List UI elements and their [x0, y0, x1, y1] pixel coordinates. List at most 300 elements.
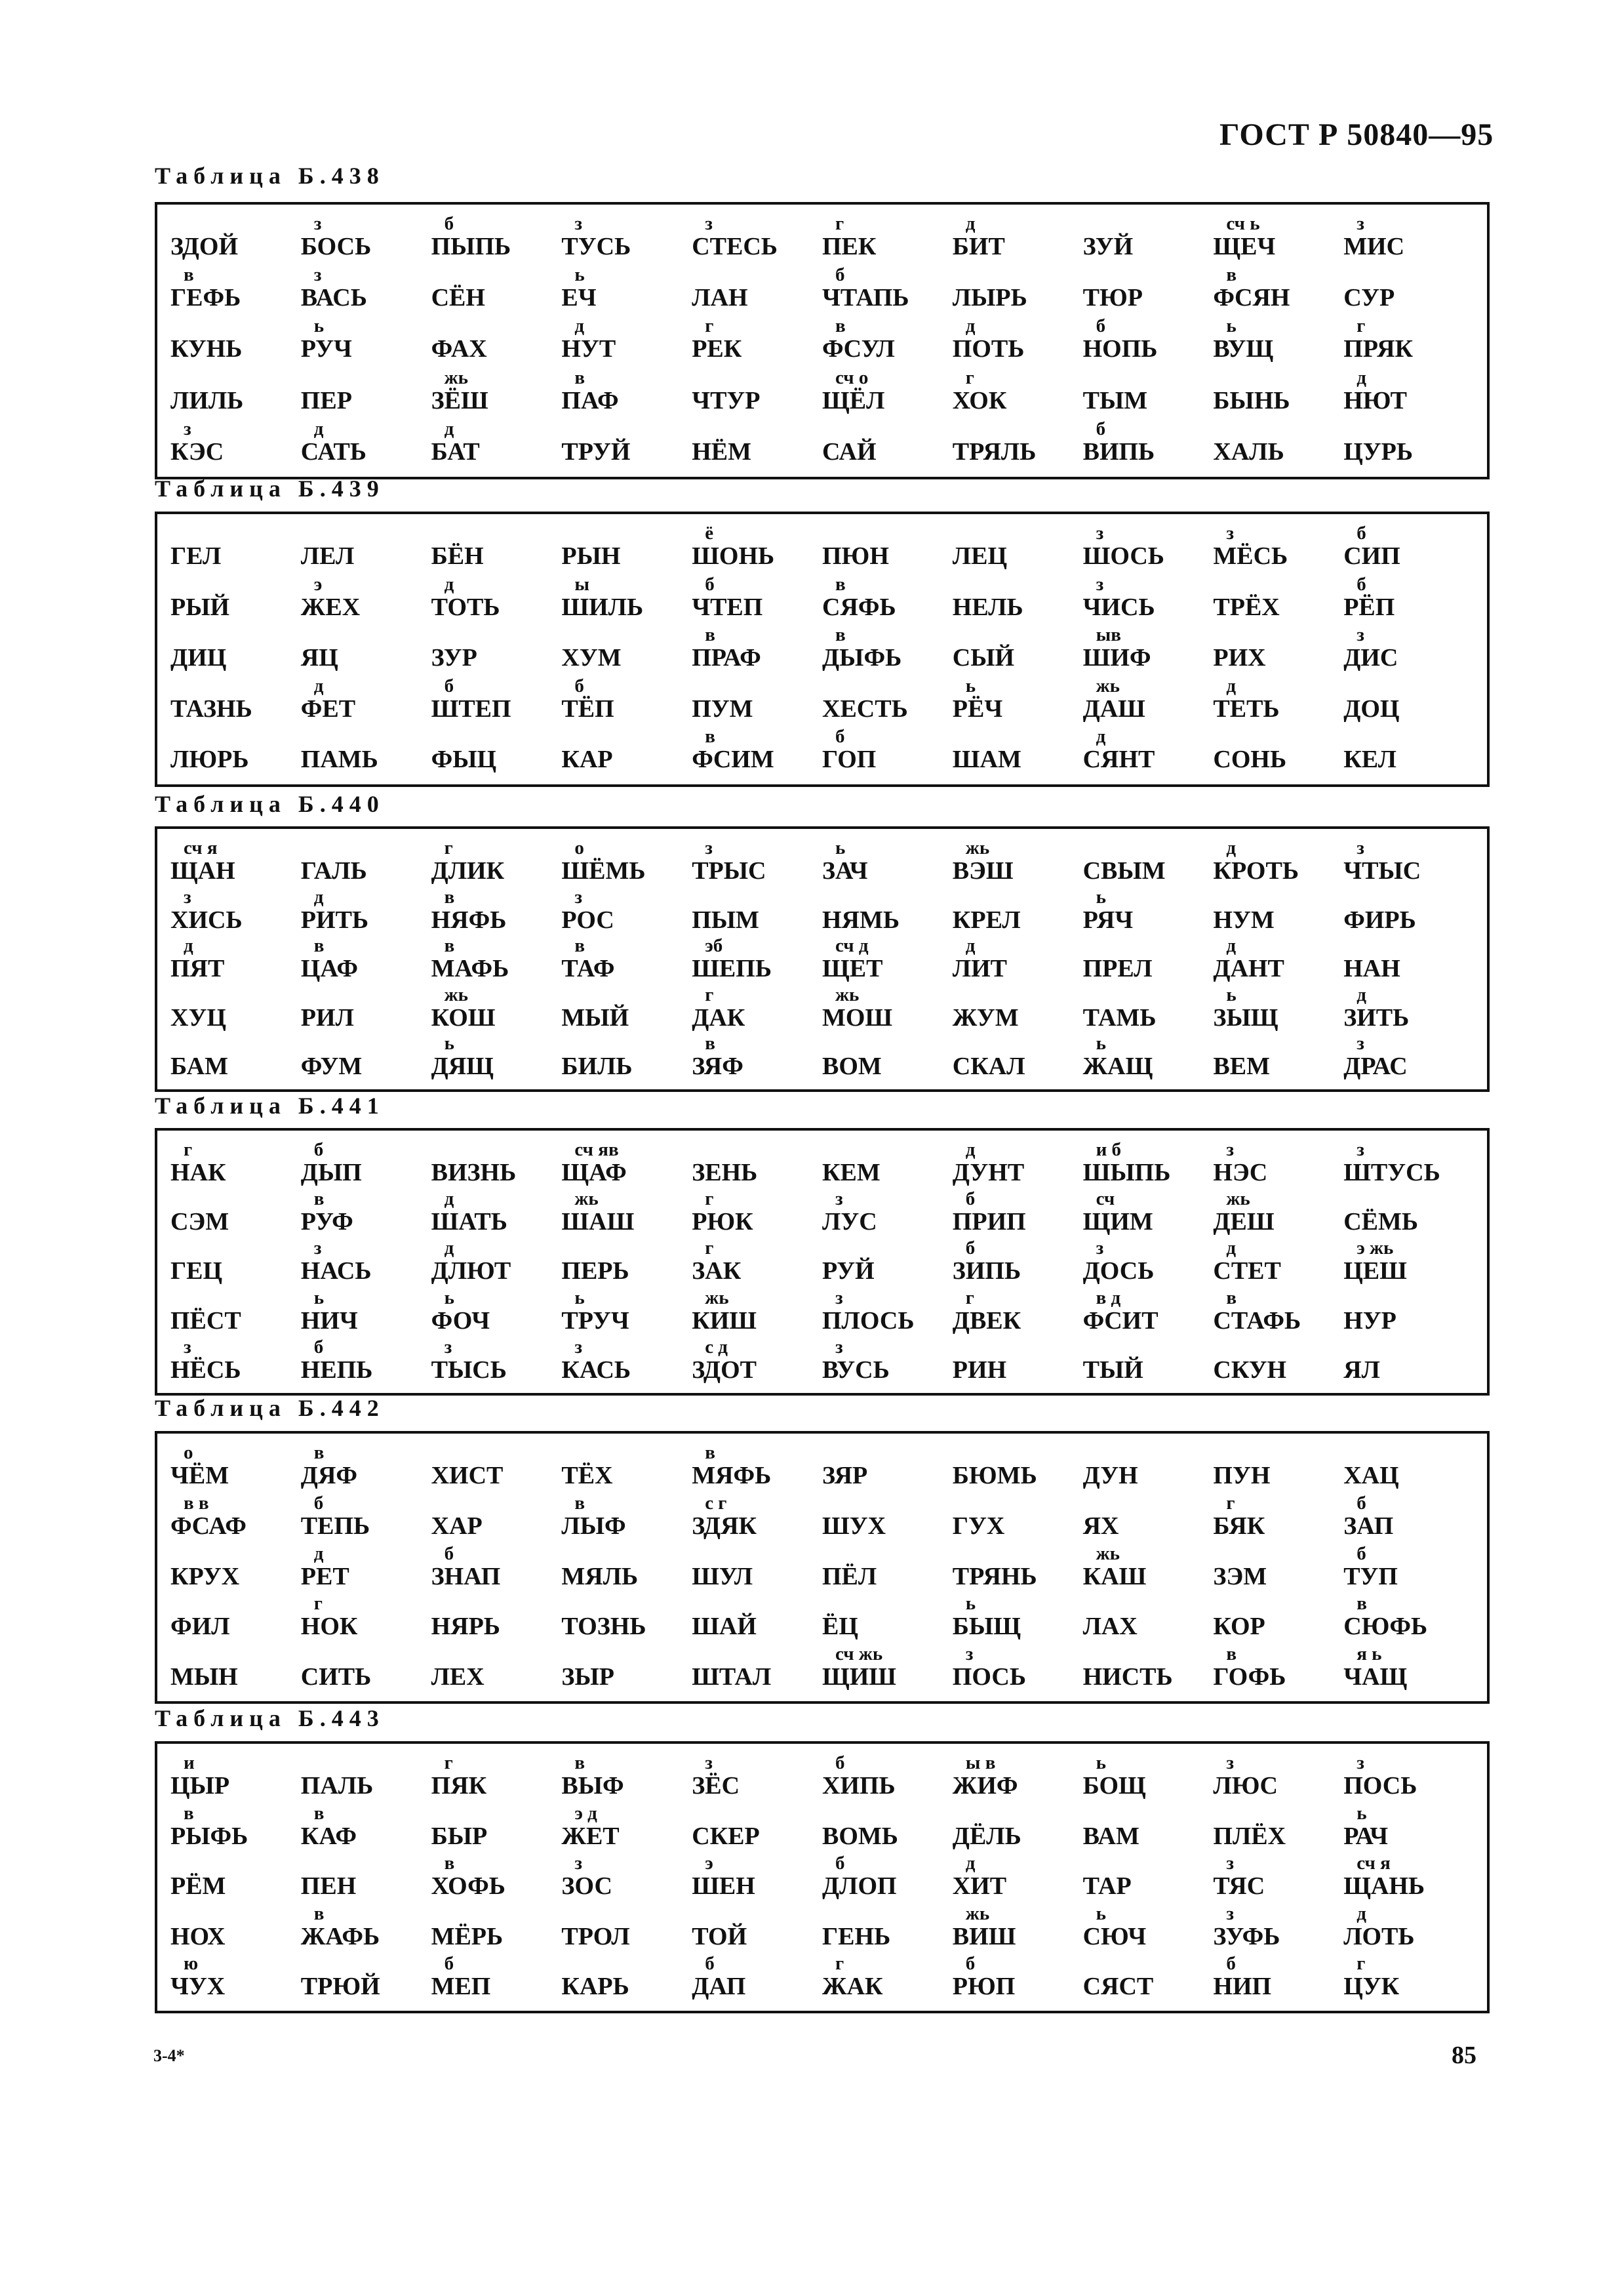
table-cell [170, 1803, 301, 1854]
pronunciation-mark: з [1357, 837, 1364, 858]
table-cell [301, 985, 431, 1034]
syllable-word: СЫЙ [952, 644, 1015, 672]
word-table [155, 1741, 1490, 2013]
table-cell [561, 1189, 692, 1238]
pronunciation-mark: э д [574, 1802, 597, 1824]
pronunciation-mark: эб [705, 935, 723, 957]
pronunciation-mark: в [705, 624, 715, 646]
table-cell [431, 1140, 562, 1189]
pronunciation-mark: г [184, 1139, 193, 1160]
syllable-word: НИСТЬ [1082, 1663, 1173, 1691]
pronunciation-mark: ь [313, 315, 325, 337]
table-cell [1343, 265, 1474, 316]
table-cell [1213, 1954, 1343, 2004]
pronunciation-mark: б [705, 573, 715, 595]
pronunciation-mark: в [444, 1853, 455, 1874]
table-cell [692, 574, 822, 626]
table-cell [431, 265, 562, 316]
pronunciation-mark: сч д [835, 935, 869, 957]
table-cell [953, 523, 1083, 574]
syllable-word: РЁЧ [952, 695, 1003, 723]
table-cell [1343, 1803, 1474, 1854]
table-cell [301, 838, 431, 887]
syllable-word: ФИЛ [170, 1613, 230, 1641]
syllable-word: ПОСЬ [952, 1663, 1026, 1691]
syllable-word: ДУНТ [952, 1159, 1025, 1186]
syllable-word: ЗУФЬ [1213, 1922, 1280, 1950]
syllable-word: ТРОЛ [561, 1922, 630, 1950]
pronunciation-mark: ь [1226, 315, 1237, 337]
syllable-word: ЩАФ [561, 1159, 627, 1186]
pronunciation-mark: д [965, 935, 976, 957]
table-cell [692, 1853, 822, 1904]
syllable-word: ЩИМ [1082, 1208, 1153, 1236]
table-cell [822, 936, 953, 985]
table-cell [822, 1544, 953, 1594]
table-cell [1083, 727, 1214, 778]
syllable-word: ЗАК [692, 1257, 742, 1285]
syllable-word: НЮТ [1343, 386, 1407, 414]
syllable-word: ЛЕЛ [300, 542, 355, 570]
syllable-word: ФАХ [431, 335, 487, 363]
pronunciation-mark: в [574, 1492, 585, 1514]
syllable-word: РЁМ [170, 1872, 226, 1901]
syllable-word: ДРАС [1343, 1053, 1408, 1081]
syllable-word: ЛЕЦ [952, 542, 1008, 570]
table-cell [953, 1803, 1083, 1854]
table-cell [431, 838, 562, 887]
syllable-word: ЗАП [1343, 1512, 1394, 1540]
table-cell [822, 1753, 953, 1803]
syllable-word: ФЕТ [300, 695, 356, 723]
table-cell [431, 1034, 562, 1083]
pronunciation-mark: д [1357, 367, 1366, 388]
table-cell [301, 936, 431, 985]
table-cell [1083, 1443, 1214, 1493]
table-cell [1213, 1443, 1343, 1493]
table-cell [953, 1753, 1083, 1803]
pronunciation-mark: з [1357, 1752, 1364, 1773]
pronunciation-mark: сч я [184, 837, 218, 858]
pronunciation-mark: ы [574, 573, 590, 595]
table-cell [1343, 368, 1474, 419]
syllable-word: ПЫМ [692, 906, 759, 934]
pronunciation-mark: д [444, 418, 454, 439]
pronunciation-mark: жь [444, 367, 468, 388]
table-cell [170, 316, 301, 367]
syllable-word: ДАП [692, 1973, 746, 2001]
syllable-word: ЦУРЬ [1343, 437, 1413, 466]
syllable-word: СЭМ [170, 1208, 229, 1236]
table-cell [1083, 1288, 1214, 1337]
table-cell [170, 1644, 301, 1695]
table-cell [1213, 1034, 1343, 1083]
pronunciation-mark: в [574, 367, 585, 388]
table-cell [431, 625, 562, 676]
syllable-word: ХИСТ [431, 1462, 504, 1489]
pronunciation-mark: б [444, 1542, 454, 1564]
syllable-word: ЖАЩ [1082, 1053, 1153, 1081]
syllable-word: ДИС [1343, 644, 1398, 672]
syllable-word: ЗОС [561, 1872, 612, 1901]
pronunciation-mark: д [965, 1853, 976, 1874]
table-cell [301, 1443, 431, 1493]
syllable-word: СЁМЬ [1343, 1208, 1418, 1236]
pronunciation-mark: жь [1096, 1542, 1120, 1564]
syllable-word: ЩЁЛ [822, 386, 885, 414]
syllable-word: НОПЬ [1082, 335, 1158, 363]
table-cell [953, 676, 1083, 727]
table-cell [1213, 316, 1343, 367]
pronunciation-mark: ь [313, 1287, 325, 1308]
table-cell [561, 936, 692, 985]
table-cell [561, 368, 692, 419]
table-cell [692, 838, 822, 887]
pronunciation-mark: жь [444, 984, 468, 1005]
syllable-word: ЗИПЬ [952, 1257, 1021, 1285]
table-cell [170, 1443, 301, 1493]
table-cell [1213, 1493, 1343, 1544]
syllable-word: НИП [1213, 1973, 1272, 2001]
table-cell [1343, 1853, 1474, 1904]
pronunciation-mark: б [835, 1853, 845, 1874]
table-cell [301, 265, 431, 316]
syllable-word: ЗЯФ [692, 1053, 743, 1081]
pronunciation-mark: б [1357, 523, 1366, 544]
syllable-word: СИТЬ [300, 1663, 372, 1691]
table-cell [431, 727, 562, 778]
pronunciation-mark: в [835, 315, 846, 337]
table-cell [170, 1337, 301, 1386]
syllable-word: МЫЙ [561, 1003, 629, 1032]
pronunciation-mark: з [184, 1336, 191, 1358]
table-caption: Таблица Б.441 [155, 1093, 385, 1119]
table-cell [561, 523, 692, 574]
table-cell [1083, 1189, 1214, 1238]
table-cell [822, 214, 953, 265]
syllable-word: ТУСЬ [561, 233, 631, 260]
pronunciation-mark: ыв [1096, 624, 1121, 646]
table-cell [692, 1337, 822, 1386]
syllable-word: ЗУЙ [1082, 233, 1134, 260]
syllable-word: ФСИТ [1082, 1306, 1159, 1335]
syllable-word: ЛЮРЬ [170, 746, 249, 774]
syllable-word: ТОТЬ [431, 593, 500, 621]
table-cell [170, 1288, 301, 1337]
table-cell [822, 676, 953, 727]
pronunciation-mark: б [313, 1336, 324, 1358]
table-cell [692, 1034, 822, 1083]
pronunciation-mark: з [1226, 523, 1235, 544]
syllable-word: БЮМЬ [952, 1462, 1037, 1489]
word-table [155, 512, 1490, 787]
table-cell [301, 887, 431, 937]
pronunciation-mark: з [835, 1188, 843, 1210]
table-cell [1213, 1189, 1343, 1238]
table-cell [953, 625, 1083, 676]
table-cell [170, 838, 301, 887]
table-cell [1343, 1288, 1474, 1337]
table-cell [1083, 1904, 1214, 1954]
syllable-word: СТЕСЬ [692, 233, 778, 260]
table-caption: Таблица Б.440 [155, 791, 385, 817]
table-cell [431, 214, 562, 265]
syllable-word: БЫНЬ [1213, 386, 1290, 414]
table-cell [561, 1644, 692, 1695]
table-cell [301, 1337, 431, 1386]
table-cell [692, 727, 822, 778]
syllable-word: ТУП [1343, 1562, 1398, 1590]
table-cell [1213, 265, 1343, 316]
table-cell [692, 1954, 822, 2004]
table-cell [561, 1443, 692, 1493]
syllable-word: ДИЦ [170, 644, 227, 672]
syllable-word: ШОНЬ [692, 542, 775, 570]
table-cell [1343, 1544, 1474, 1594]
pronunciation-mark: сч [1096, 1188, 1115, 1210]
syllable-word: ДЛОП [822, 1872, 897, 1901]
syllable-word: ТЮР [1082, 284, 1143, 312]
table-cell [561, 419, 692, 470]
syllable-word: БЫР [431, 1822, 488, 1850]
table-cell [431, 574, 562, 626]
syllable-word: ТРЫС [692, 857, 766, 885]
table-cell [170, 1544, 301, 1594]
pronunciation-mark: в [1226, 1287, 1237, 1308]
pronunciation-mark: г [1357, 315, 1366, 337]
table-cell [953, 1594, 1083, 1644]
syllable-word: САТЬ [300, 437, 366, 466]
syllable-word: МОШ [822, 1003, 893, 1032]
syllable-word: ШУЛ [692, 1562, 753, 1590]
table-cell [170, 1853, 301, 1904]
table-cell [953, 368, 1083, 419]
table-cell [301, 1954, 431, 2004]
pronunciation-mark: в [835, 573, 846, 595]
syllable-word: НУМ [1213, 906, 1275, 934]
syllable-word: РОС [561, 906, 614, 934]
table-cell [431, 523, 562, 574]
syllable-word: ХАР [431, 1512, 483, 1540]
syllable-word: ТЯС [1213, 1872, 1265, 1901]
pronunciation-mark: г [705, 315, 714, 337]
table-cell [822, 1904, 953, 1954]
table-cell [953, 1288, 1083, 1337]
pronunciation-mark: б [705, 1953, 715, 1975]
syllable-word: МЁРЬ [431, 1922, 504, 1950]
table-cell [953, 419, 1083, 470]
syllable-word: ГЕНЬ [822, 1922, 891, 1950]
syllable-word: МЫН [170, 1663, 238, 1691]
syllable-word: СЯФЬ [822, 593, 896, 621]
table-cell [1213, 1544, 1343, 1594]
table-cell [822, 368, 953, 419]
syllable-word: ТРЁХ [1213, 593, 1280, 621]
table-cell [822, 316, 953, 367]
table-cell [692, 1803, 822, 1854]
syllable-word: РЮП [952, 1973, 1016, 2001]
table-cell [692, 625, 822, 676]
syllable-word: ЩИШ [822, 1663, 897, 1691]
syllable-word: ВУЩ [1213, 335, 1274, 363]
table-cell [301, 1904, 431, 1954]
table-cell [1343, 625, 1474, 676]
syllable-word: ЦЫР [170, 1772, 230, 1800]
syllable-word: ЗЕНЬ [692, 1159, 758, 1186]
table-cell [431, 1544, 562, 1594]
pronunciation-mark: я ь [1357, 1643, 1382, 1665]
pronunciation-mark: д [965, 213, 976, 234]
pronunciation-mark: в [184, 1802, 194, 1824]
table-cell [170, 574, 301, 626]
syllable-word: РЫН [561, 542, 621, 570]
table-cell [953, 1644, 1083, 1695]
pronunciation-mark: ь [1096, 1752, 1106, 1773]
table-cell [1083, 1594, 1214, 1644]
syllable-word: ХАЦ [1343, 1462, 1399, 1489]
syllable-word: ФСИМ [692, 746, 774, 774]
syllable-word: ПЛОСЬ [822, 1306, 915, 1335]
pronunciation-mark: б [965, 1953, 976, 1975]
pronunciation-mark: з [313, 213, 322, 234]
table-cell [170, 214, 301, 265]
syllable-word: ДОЦ [1343, 695, 1400, 723]
table-cell [692, 214, 822, 265]
pronunciation-mark: з [705, 1752, 713, 1773]
syllable-word: ФСУЛ [822, 335, 895, 363]
table-cell [431, 1288, 562, 1337]
table-cell [1083, 1034, 1214, 1083]
syllable-word: ШТЕП [431, 695, 511, 723]
syllable-word: ШАШ [561, 1208, 635, 1236]
table-cell [692, 316, 822, 367]
pronunciation-mark: с д [705, 1336, 728, 1358]
pronunciation-mark: в [184, 264, 194, 286]
syllable-word: ВИШ [952, 1922, 1016, 1950]
syllable-word: ЖИФ [952, 1772, 1018, 1800]
table-cell [1213, 887, 1343, 937]
pronunciation-mark: в [574, 935, 585, 957]
syllable-word: РЮК [692, 1208, 753, 1236]
pronunciation-mark: в [313, 1442, 325, 1463]
table-cell [1343, 985, 1474, 1034]
syllable-word: КЕЛ [1343, 746, 1396, 774]
syllable-word: ТОЗНЬ [561, 1613, 646, 1641]
table-cell [1083, 676, 1214, 727]
syllable-word: МАФЬ [431, 955, 509, 983]
table-cell [301, 316, 431, 367]
word-table [155, 202, 1490, 479]
table-cell [1343, 1493, 1474, 1544]
syllable-word: ЖЕТ [561, 1822, 620, 1850]
table-cell [1343, 214, 1474, 265]
pronunciation-mark: в [705, 726, 715, 748]
pronunciation-mark: д [1226, 1238, 1237, 1259]
pronunciation-mark: в [705, 1033, 715, 1055]
table-cell [953, 1443, 1083, 1493]
syllable-word: ЧТЕП [692, 593, 763, 621]
syllable-word: ЗИТЬ [1343, 1003, 1410, 1032]
syllable-word: ПУМ [692, 695, 753, 723]
syllable-word: НОК [300, 1613, 358, 1641]
table-cell [431, 985, 562, 1034]
pronunciation-mark: сч я [1357, 1853, 1391, 1874]
table-cell [301, 1288, 431, 1337]
syllable-word: ГЕЛ [170, 542, 222, 570]
syllable-word: ТЁХ [561, 1462, 613, 1489]
syllable-word: ШЕН [692, 1872, 755, 1901]
syllable-word: РЁП [1343, 593, 1395, 621]
pronunciation-mark: з [1226, 1853, 1235, 1874]
syllable-word: ЛОТЬ [1343, 1922, 1415, 1950]
table-cell [301, 1644, 431, 1695]
table-cell [953, 936, 1083, 985]
table-cell [170, 523, 301, 574]
syllable-word: ЯХ [1082, 1512, 1119, 1540]
table-cell [822, 1238, 953, 1287]
syllable-word: ЛЮС [1213, 1772, 1278, 1800]
pronunciation-mark: ь [835, 837, 846, 858]
syllable-word: КАШ [1082, 1562, 1147, 1590]
table-cell [822, 1853, 953, 1904]
syllable-word: СИП [1343, 542, 1400, 570]
syllable-word: ШАТЬ [431, 1208, 507, 1236]
syllable-word: РЕК [692, 335, 742, 363]
syllable-word: СУР [1343, 284, 1395, 312]
pronunciation-mark: з [1357, 1033, 1364, 1055]
syllable-word: ПРИП [952, 1208, 1026, 1236]
pronunciation-mark: д [574, 315, 585, 337]
table-caption: Таблица Б.443 [155, 1705, 385, 1731]
syllable-word: НАСЬ [300, 1257, 372, 1285]
table-cell [1213, 1140, 1343, 1189]
syllable-word: ПАФ [561, 386, 619, 414]
syllable-word: ТРЯНЬ [952, 1562, 1037, 1590]
pronunciation-mark: г [965, 1287, 974, 1308]
syllable-word: РИЛ [300, 1003, 354, 1032]
syllable-word: РАЧ [1343, 1822, 1389, 1850]
pronunciation-mark: г [705, 1238, 714, 1259]
syllable-word: РЕТ [300, 1562, 349, 1590]
pronunciation-mark: ь [1357, 1802, 1367, 1824]
table-cell [1343, 936, 1474, 985]
pronunciation-mark: б [1357, 1542, 1366, 1564]
pronunciation-mark: и б [1096, 1139, 1122, 1160]
syllable-word: ЛАН [692, 284, 748, 312]
pronunciation-mark: г [835, 213, 844, 234]
syllable-word: КЭС [170, 437, 224, 466]
table-cell [822, 1288, 953, 1337]
syllable-word: РУЙ [822, 1257, 875, 1285]
syllable-word: ГОФЬ [1213, 1663, 1286, 1691]
pronunciation-mark: в [313, 1903, 325, 1924]
pronunciation-mark: в [705, 1442, 715, 1463]
table-cell [1343, 1594, 1474, 1644]
table-cell [301, 1189, 431, 1238]
pronunciation-mark: д [444, 1238, 454, 1259]
pronunciation-mark: б [965, 1238, 976, 1259]
syllable-word: ЧТАПЬ [822, 284, 909, 312]
syllable-word: ЗЫР [561, 1663, 614, 1691]
pronunciation-mark: б [1357, 573, 1366, 595]
table-cell [561, 1337, 692, 1386]
table-cell [1343, 419, 1474, 470]
pronunciation-mark: з [835, 1336, 843, 1358]
table-cell [953, 1954, 1083, 2004]
table-cell [1343, 1954, 1474, 2004]
table-cell [1213, 523, 1343, 574]
table-cell [301, 1753, 431, 1803]
